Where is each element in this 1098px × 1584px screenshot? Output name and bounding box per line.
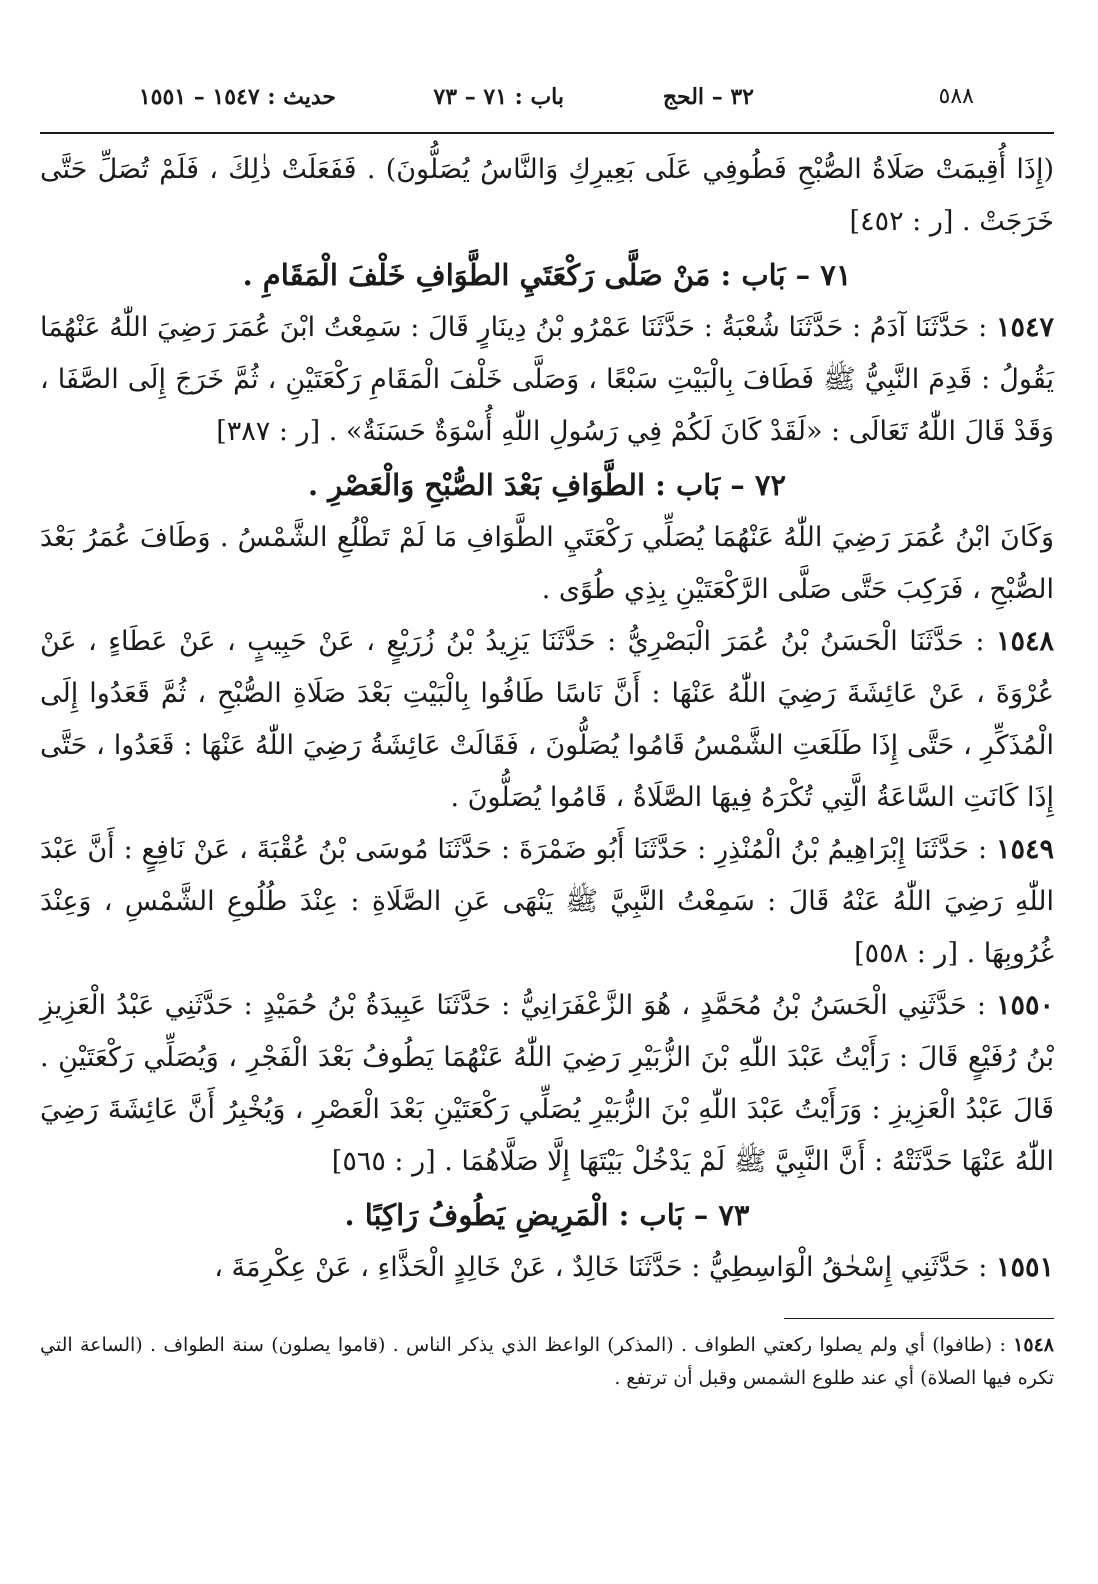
continued-hadith — [40, 144, 1054, 248]
book-title: ٣٢ – الحج — [662, 84, 754, 110]
chapter-heading-71: ٧١ – بَاب : مَنْ صَلَّى رَكْعَتَيِ الطَّوَافِ خَلْفَ الْمَقَامِ . — [242, 258, 852, 292]
hadith-1547 — [40, 302, 1054, 458]
running-header — [40, 78, 1054, 122]
hadith-1549 — [40, 824, 1054, 980]
chapter-range: باب : ٧١ – ٧٣ — [433, 84, 564, 110]
hadith-number: ١٥٥١ — [995, 1252, 1054, 1283]
hadith-1551 — [40, 1242, 1054, 1294]
hadith-number: ١٥٤٨ — [995, 626, 1054, 657]
hadith-number: ١٥٤٩ — [995, 834, 1054, 865]
chapter-narration: وَكَانَ ابْنُ عُمَرَ رَضِيَ اللّٰهُ عَنْهُمَا يُصَلِّي رَكْعَتَيِ الطَّوَافِ مَا لَمْ تَطْلُعِ الشَّمْسُ . وَطَافَ عُمَرُ بَعْدَ الصُّبْحِ ، فَرَكِبَ حَتَّى صَلَّى الرَّكْعَتَيْنِ بِذِي طُوًى . — [40, 522, 1054, 605]
hadith-text: : حَدَّثَنِي إِسْحٰقُ الْوَاسِطِيُّ : حَدَّثَنَا خَالِدٌ ، عَنْ خَالِدٍ الْحَذَّاءِ ، عَنْ عِكْرِمَةَ ، — [214, 1252, 996, 1283]
footnote — [40, 1329, 1054, 1395]
hadith-1550 — [40, 980, 1054, 1188]
hadith-text: : حَدَّثَنَا آدَمُ : حَدَّثَنَا شُعْبَةُ : حَدَّثَنَا عَمْرُو بْنُ دِينَارٍ قَالَ : سَمِعْتُ ابْنَ عُمَرَ رَضِيَ اللّٰهُ عَنْهُمَا يَقُولُ : قَدِمَ النَّبِيُّ ﷺ فَطَافَ بِالْبَيْتِ سَبْعًا ، وَصَلَّى خَلْفَ الْمَقَامِ رَكْعَتَيْنِ ، ثُمَّ خَرَجَ إِلَى الصَّفَا ، وَقَدْ قَالَ اللّٰهُ تَعَالَى : «لَقَدْ كَانَ لَكُمْ فِي رَسُولِ اللّٰهِ أُسْوَةٌ حَسَنَةٌ» . — [40, 312, 1054, 447]
footnote-rule — [784, 1318, 1054, 1319]
chapter-heading-72: ٧٢ – بَاب : الطَّوَافِ بَعْدَ الصُّبْحِ وَالْعَصْرِ . — [307, 468, 787, 502]
cross-reference: [ر : ٥٦٥] — [331, 1146, 436, 1177]
hadith-text: : حَدَّثَنَا إِبْرَاهِيمُ بْنُ الْمُنْذِرِ : حَدَّثَنَا أَبُو ضَمْرَةَ : حَدَّثَنَا مُوسَى بْنُ عُقْبَةَ ، عَنْ نَافِعٍ : أَنَّ عَبْدَ اللّٰهِ رَضِيَ اللّٰهُ عَنْهُ قَالَ : سَمِعْتُ النَّبِيَّ ﷺ يَنْهَى عَنِ الصَّلَاةِ : عِنْدَ طُلُوعِ الشَّمْسِ ، وَعِنْدَ غُرُوبِهَا . — [40, 834, 1054, 969]
cross-reference: [ر : ٤٥٢] — [849, 206, 954, 237]
main-text — [40, 144, 1054, 1294]
hadith-text: : حَدَّثَنِي الْحَسَنُ بْنُ مُحَمَّدٍ ، هُوَ الزَّعْفَرَانِيُّ : حَدَّثَنَا عَبِيدَةُ بْنُ حُمَيْدٍ : حَدَّثَنِي عَبْدُ الْعَزِيزِ بْنُ رُفَيْعٍ قَالَ : رَأَيْتُ عَبْدَ اللّٰهِ بْنَ الزُّبَيْرِ رَضِيَ اللّٰهُ عَنْهُمَا يَطُوفُ بَعْدَ الْفَجْرِ ، وَيُصَلِّي رَكْعَتَيْنِ . قَالَ عَبْدُ الْعَزِيزِ : وَرَأَيْتُ عَبْدَ اللّٰهِ بْنَ الزُّبَيْرِ يُصَلِّي رَكْعَتَيْنِ بَعْدَ الْعَصْرِ ، وَيُخْبِرُ أَنَّ عَائِشَةَ رَضِيَ اللّٰهُ عَنْهَا حَدَّثَتْهُ : أَنَّ النَّبِيَّ ﷺ لَمْ يَدْخُلْ بَيْتَهَا إِلَّا صَلَّاهُمَا . — [40, 990, 1054, 1177]
hadith-number: ١٥٥٠ — [995, 990, 1054, 1021]
page-number: ٥٨٨ — [938, 84, 974, 109]
hadith-text: : حَدَّثَنَا الْحَسَنُ بْنُ عُمَرَ الْبَصْرِيُّ : حَدَّثَنَا يَزِيدُ بْنُ زُرَيْعٍ ، عَنْ حَبِيبٍ ، عَنْ عَطَاءٍ ، عَنْ عُرْوَةَ ، عَنْ عَائِشَةَ رَضِيَ اللّٰهُ عَنْهَا : أَنَّ نَاسًا طَافُوا بِالْبَيْتِ بَعْدَ صَلَاةِ الصُّبْحِ ، ثُمَّ قَعَدُوا إِلَى الْمُذَكِّرِ ، حَتَّى إِذَا طَلَعَتِ الشَّمْسُ قَامُوا يُصَلُّونَ ، فَقَالَتْ عَائِشَةُ رَضِيَ اللّٰهُ عَنْهَا : قَعَدُوا ، حَتَّى إِذَا كَانَتِ السَّاعَةُ الَّتِي تُكْرَهُ فِيهَا الصَّلَاةُ ، قَامُوا يُصَلُّونَ . — [40, 626, 1054, 813]
hadith-text: (إِذَا أُقِيمَتْ صَلَاةُ الصُّبْحِ فَطُوفِي عَلَى بَعِيرِكِ وَالنَّاسُ يُصَلُّونَ) . فَفَعَلَتْ ذٰلِكَ ، فَلَمْ تُصَلِّ حَتَّى خَرَجَتْ . — [40, 154, 1054, 237]
chapter-heading-73: ٧٣ – بَاب : الْمَرِيضِ يَطُوفُ رَاكِبًا . — [344, 1198, 750, 1232]
hadith-1548 — [40, 616, 1054, 824]
footnote-text: : (طافوا) أي ولم يصلوا ركعتي الطواف . (المذكر) الواعظ الذي يذكر الناس . (قاموا يصلون) سنة الطواف . (الساعة التي تكره فيها الصلاة) أي عند طلوع الشمس وقبل أن ترتفع . — [40, 1334, 1054, 1389]
cross-reference: [ر : ٥٥٨] — [854, 938, 958, 969]
header-rule — [40, 132, 1054, 134]
cross-reference: [ر : ٣٨٧] — [216, 416, 321, 447]
hadith-range: حديث : ١٥٤٧ – ١٥٥١ — [138, 84, 336, 110]
hadith-number: ١٥٤٧ — [995, 312, 1054, 343]
footnote-number: ١٥٤٨ — [1013, 1334, 1054, 1356]
